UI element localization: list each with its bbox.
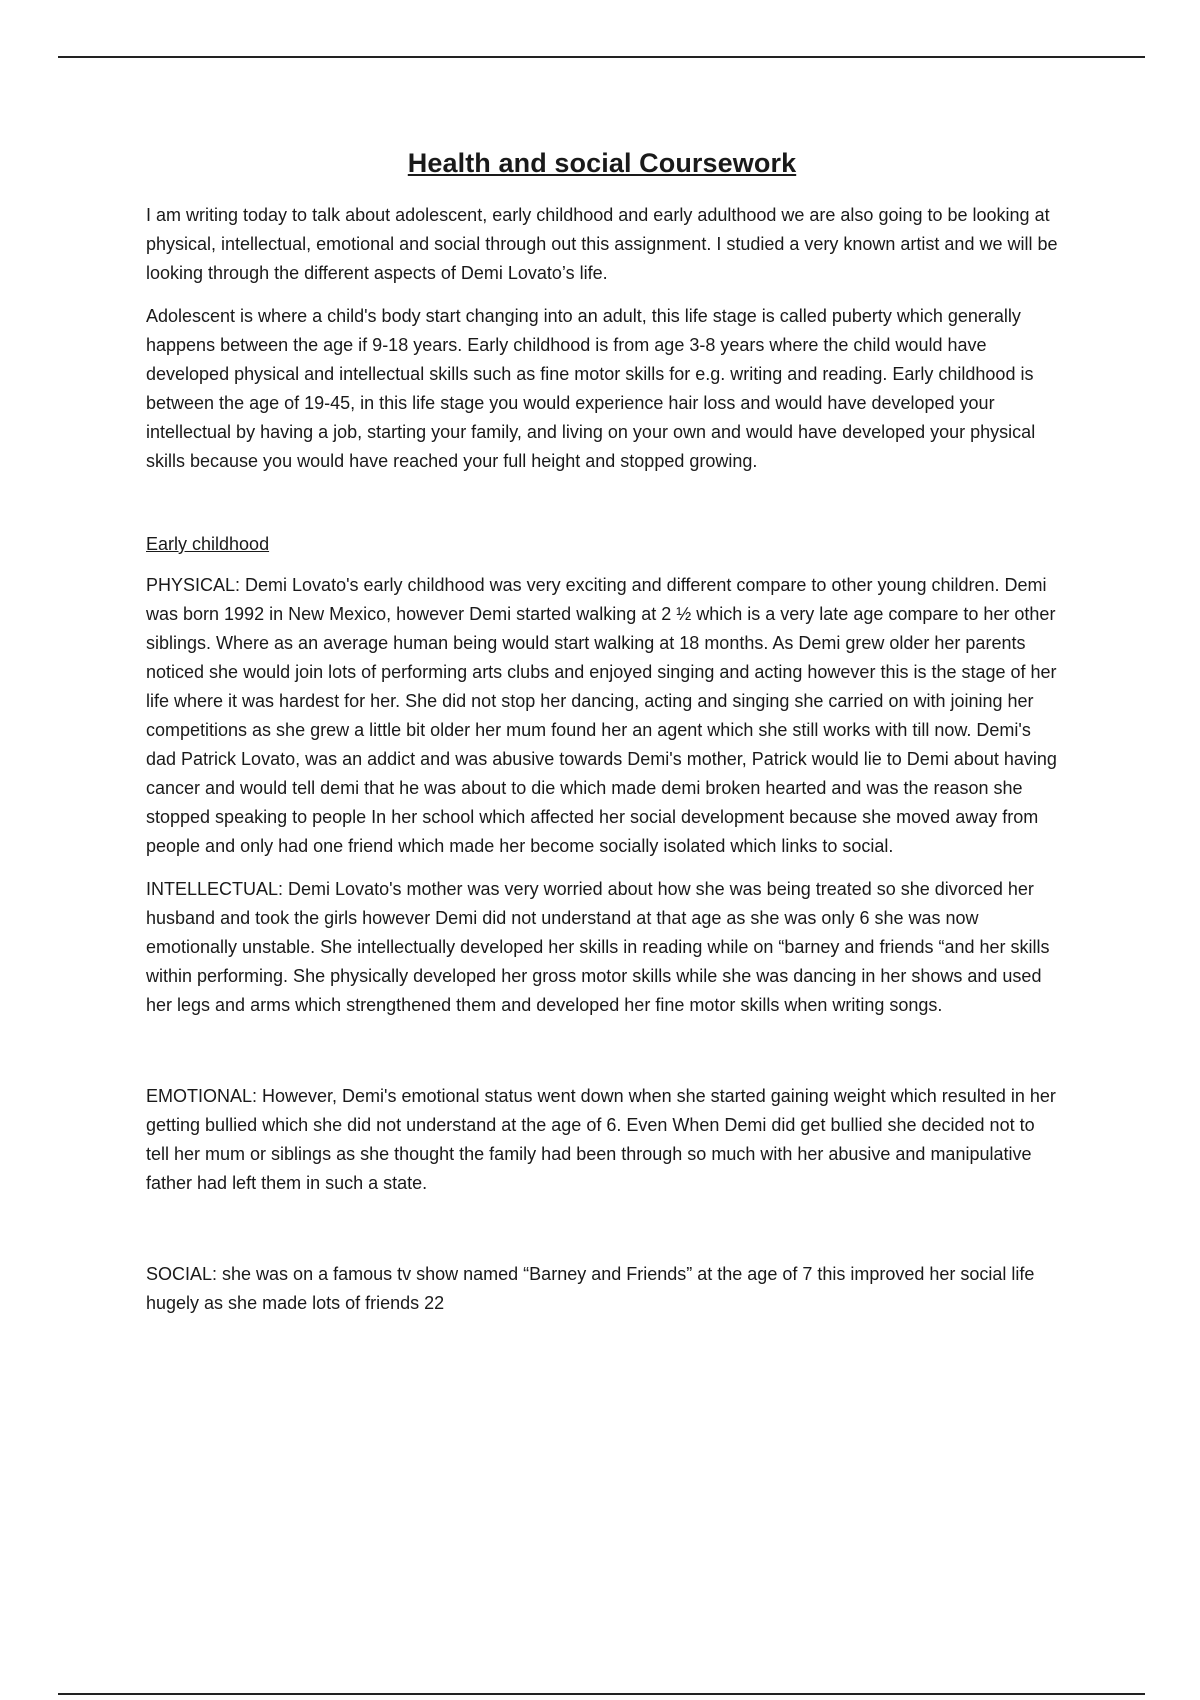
spacer — [146, 1212, 1058, 1260]
intro-paragraph: I am writing today to talk about adolescent, early childhood and early adulthood we are also going to be looking at physical, intellectual, emotional and social through out this assignment. I studied a very known artist and we will be looking through the different aspects of Demi Lovato’s life. — [146, 205, 1058, 283]
document-title: Health and social Coursework — [407, 148, 797, 178]
spacer — [146, 490, 1058, 530]
social-paragraph: SOCIAL: she was on a famous tv show named “Barney and Friends” at the age of 7 this improved her social life hugely as she made lots of friends 22 — [146, 1264, 1035, 1313]
intellectual-paragraph: INTELLECTUAL: Demi Lovato's mother was very worried about how she was being treated so she divorced her husband and took the girls however Demi did not understand at that age as she was only 6 she was now emotionally unstable. She intellectually developed her skills in reading while on “barney and friends “and her skills within performing. She physically developed her gross motor skills while she was dancing in her shows and used her legs and arms which strengthened them and developed her fine motor skills when writing songs. — [146, 879, 1050, 1015]
footer-rule — [58, 1693, 1145, 1695]
life-stages-paragraph: Adolescent is where a child's body start changing into an adult, this life stage is called puberty which generally happens between the age if 9-18 years. Early childhood is from age 3-8 years where the child would have developed physical and intellectual skills such as fine motor skills for e.g. writing and reading. Early childhood is between the age of 19-45, in this life stage you would experience hair loss and would have developed your intellectual by having a job, starting your family, and living on your own and would have developed your physical skills because you would have reached your full height and stopped growing. — [146, 306, 1036, 471]
spacer — [146, 1034, 1058, 1082]
physical-paragraph: PHYSICAL: Demi Lovato's early childhood was very exciting and different compare to other young children. Demi was born 1992 in New Mexico, however Demi started walking at 2 ½ which is a very late age compare to her other siblings. Where as an average human being would start walking at 18 months. As Demi grew older her parents noticed she would join lots of performing arts clubs and enjoyed singing and acting however this is the stage of her life where it was hardest for her. She did not stop her dancing, acting and singing she carried on with joining her competitions as she grew a little bit older her mum found her an agent which she still works with till now. Demi's dad Patrick Lovato, was an addict and was abusive towards Demi's mother, Patrick would lie to Demi about having cancer and would tell demi that he was about to die which made demi broken hearted and was the reason she stopped speaking to people In her school which affected her social development because she moved away from people and only had one friend which made her become socially isolated which links to social. — [146, 575, 1057, 856]
emotional-paragraph: EMOTIONAL: However, Demi's emotional status went down when she started gaining weight which resulted in her getting bullied which she did not understand at the age of 6. Even When Demi did get bullied she decided not to tell her mum or siblings as she thought the family had been through so much with her abusive and manipulative father had left them in such a state. — [146, 1086, 1056, 1193]
document-body — [146, 138, 1058, 1332]
section-heading-early-childhood: Early childhood — [146, 534, 270, 554]
header-rule — [58, 56, 1145, 58]
